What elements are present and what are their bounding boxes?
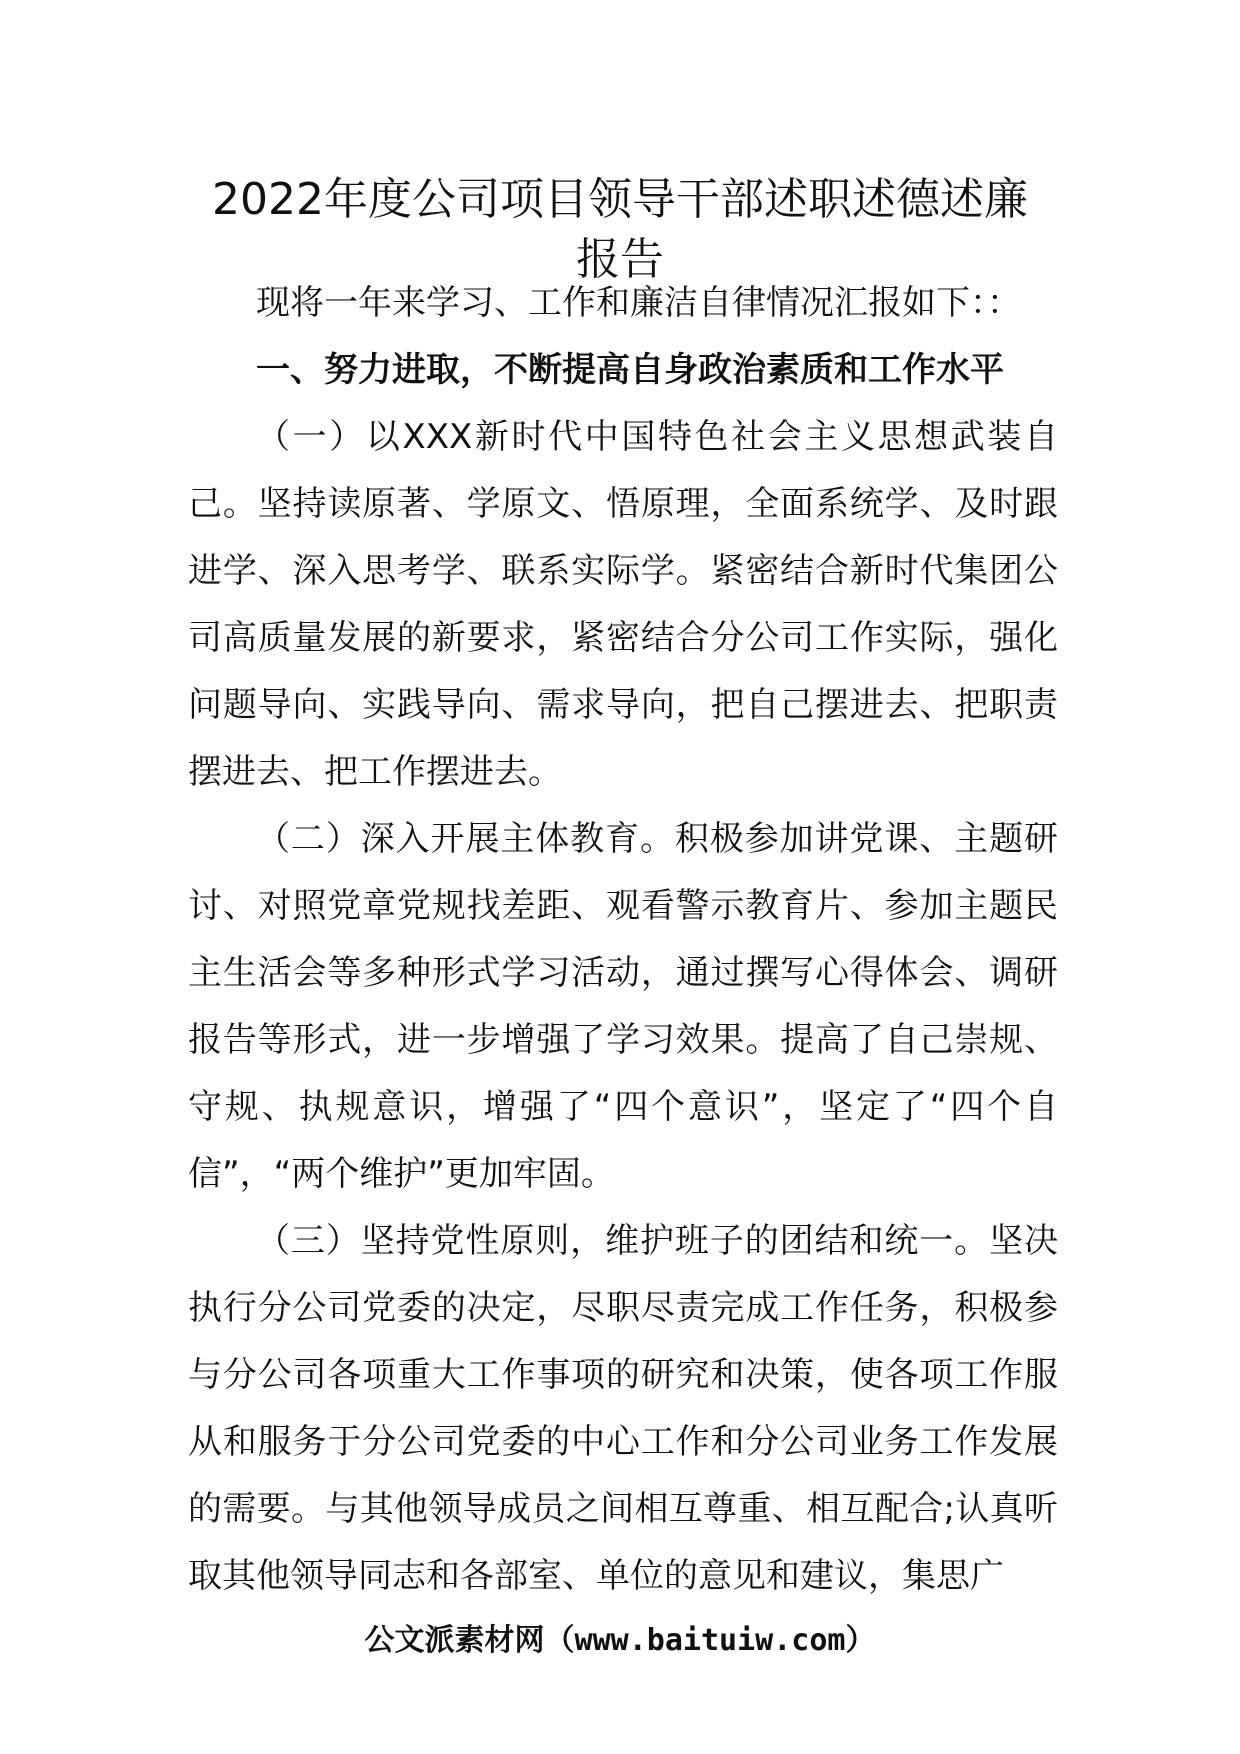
paragraph-2: （二）深入开展主体教育。积极参加讲党课、主题研讨、对照党章党规找差距、观看警示教育片、参加主题民主生活会等多种形式学习活动，通过撰写心得体会、调研报告等形式，进一步增强了学习效果。提高了自己崇规、守规、执规意识，增强了“四个意识”，坚定了“四个自信”，“两个维护”更加牢固。 [188, 819, 1058, 1194]
title-line-1: 2022年度公司项目领导干部述职述德述廉 [212, 174, 1028, 225]
intro-paragraph: 现将一年来学习、工作和廉洁自律情况汇报如下：： [256, 283, 1021, 323]
section-heading-1: 一、努力进取，不断提高自身政治素质和工作水平 [256, 350, 1004, 390]
paragraph-1: （一）以XXX新时代中国特色社会主义思想武装自己。坚持读原著、学原文、悟原理，全面系统学、及时跟进学、深入思考学、联系实际学。紧密结合新时代集团公司高质量发展的新要求，紧密结合分公司工作实际，强化问题导向、实践导向、需求导向，把自己摆进去、把职责摆进去、把工作摆进去。 [188, 417, 1058, 792]
title-line-2: 报告 [576, 234, 664, 285]
document-body [188, 270, 1058, 1610]
paragraph-3: （三）坚持党性原则，维护班子的团结和统一。坚决执行分公司党委的决定，尽职尽责完成工作任务，积极参与分公司各项重大工作事项的研究和决策，使各项工作服从和服务于分公司党委的中心工作和分公司业务工作发展的需要。与其他领导成员之间相互尊重、相互配合;认真听取其他领导同志和各部室、单位的意见和建议，集思广 [188, 1221, 1059, 1596]
page-footer-watermark: 公文派素材网（www.baituiw.com） [364, 1623, 876, 1658]
